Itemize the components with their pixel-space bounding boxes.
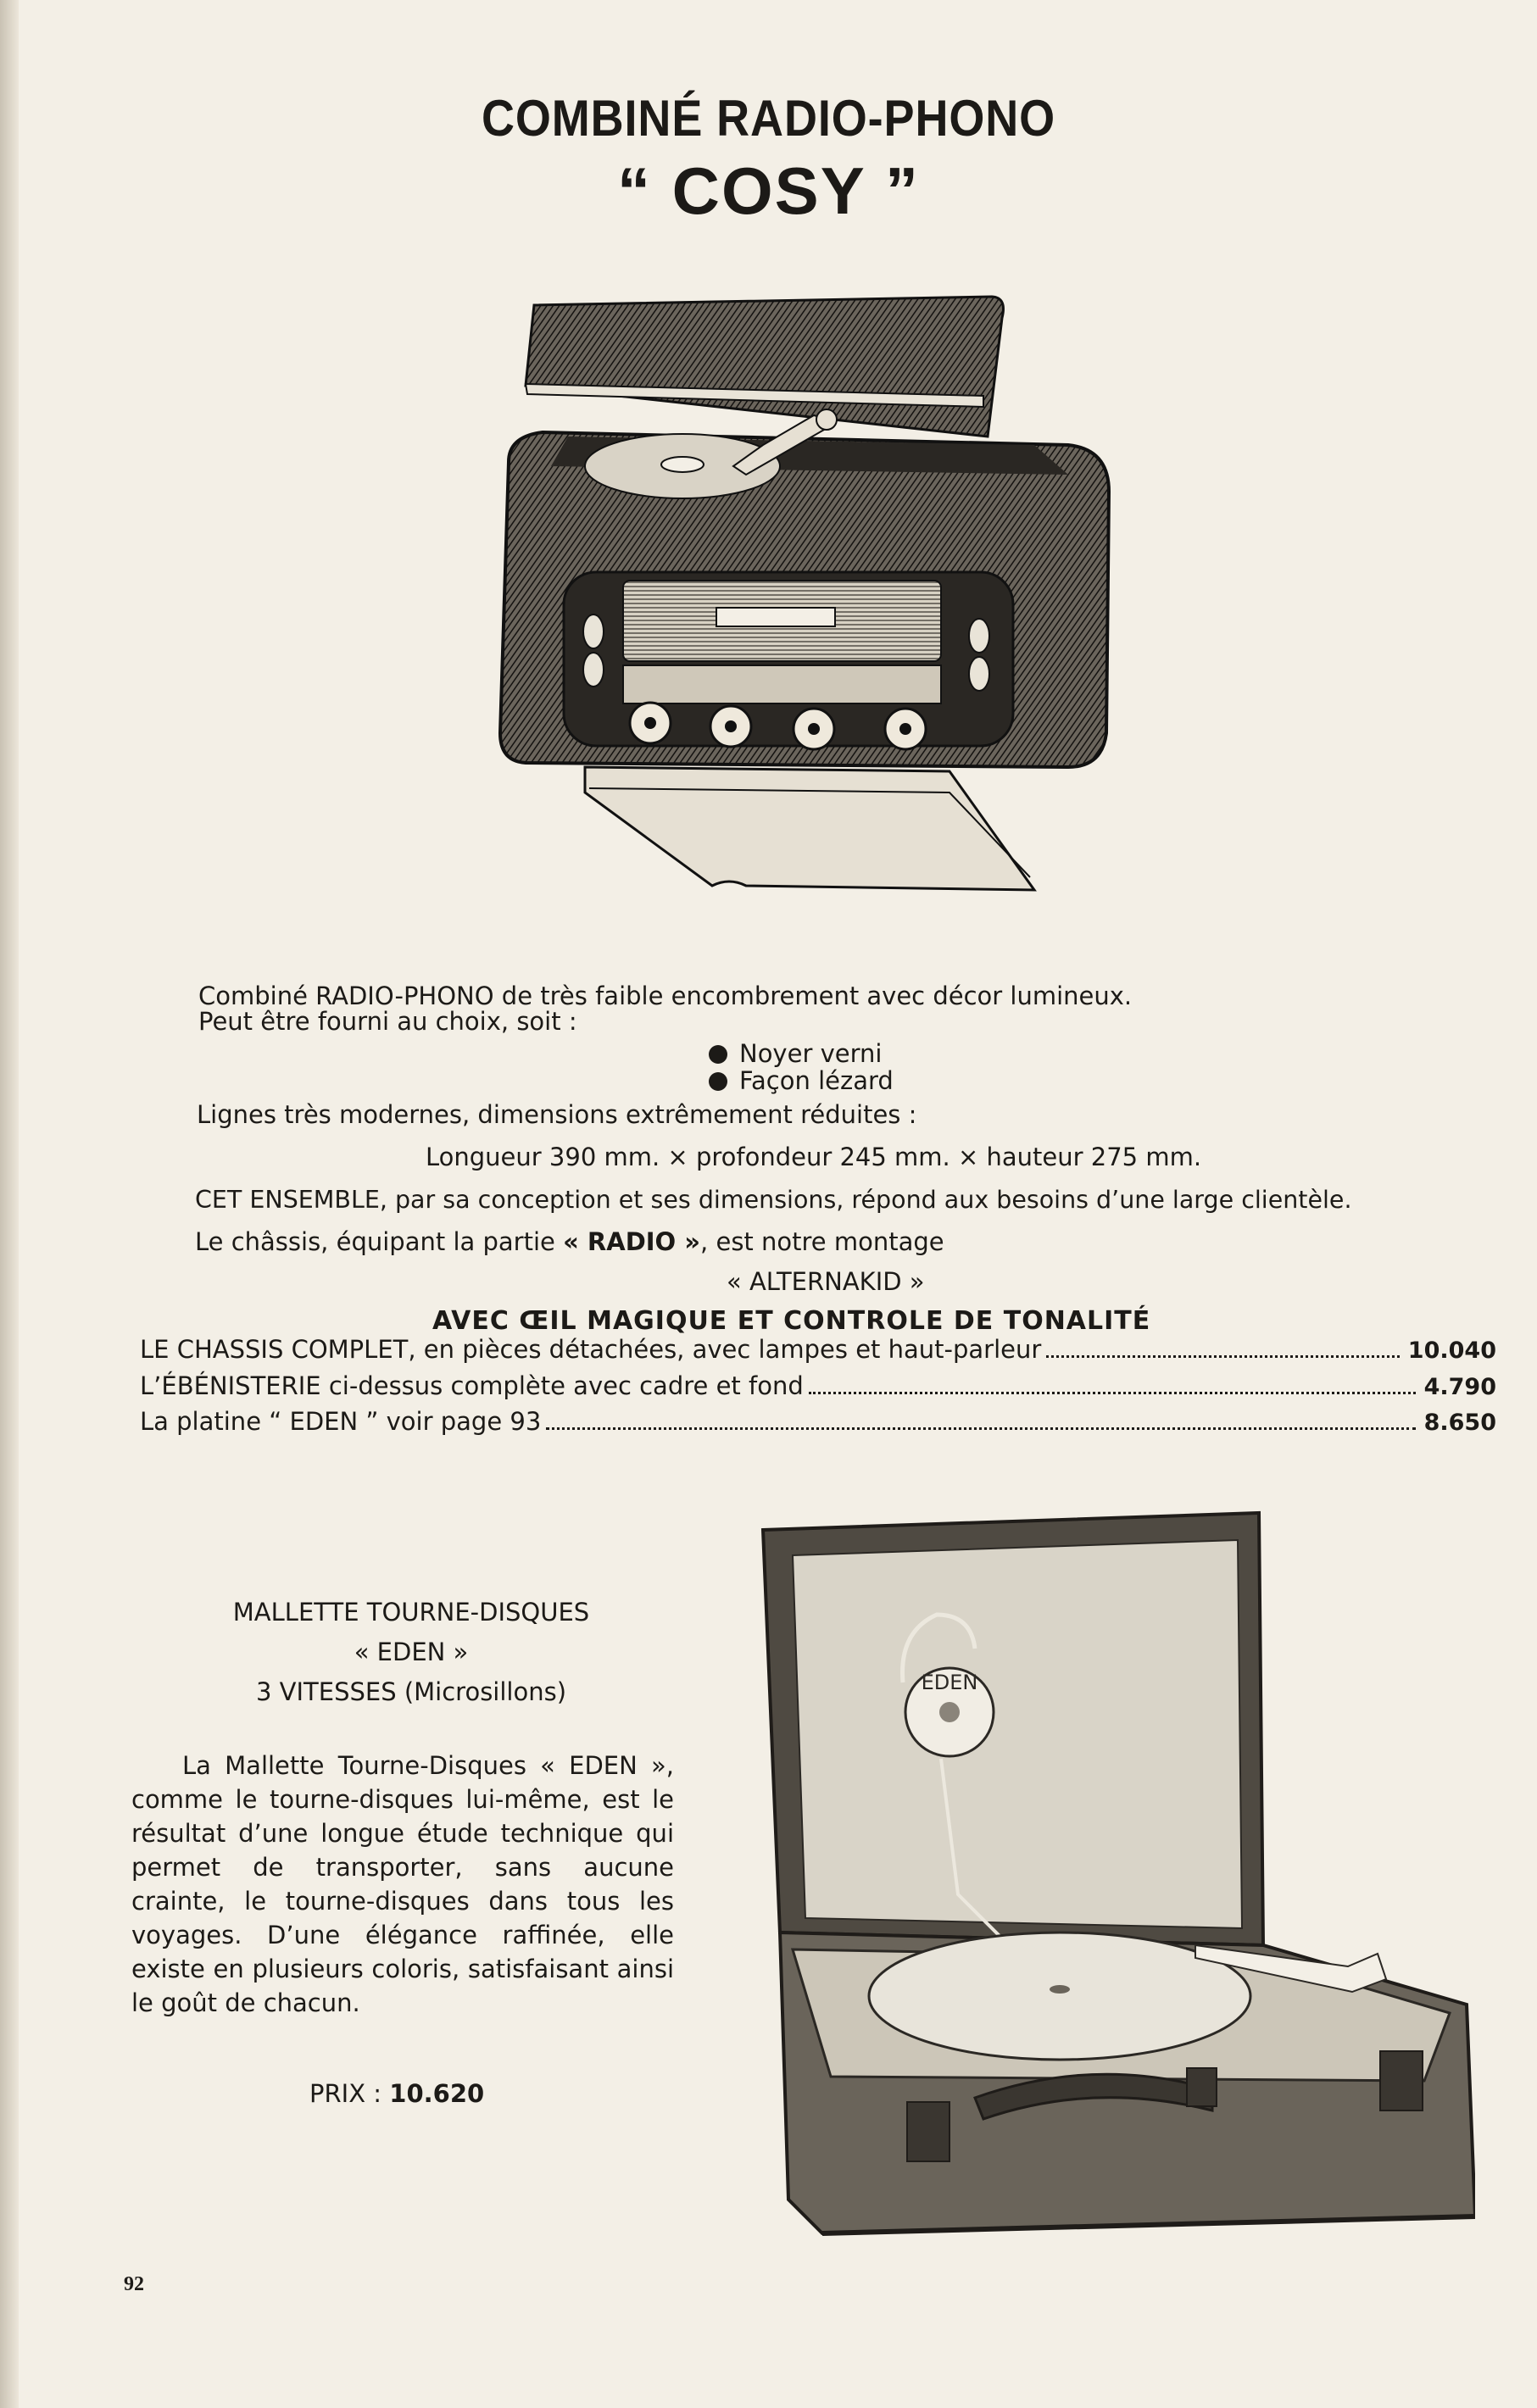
eden-speeds: 3 VITESSES (Microsillons) xyxy=(255,1677,567,1706)
bullet-icon xyxy=(709,1045,727,1064)
dot-leader xyxy=(809,1392,1416,1394)
eden-price-label: PRIX : xyxy=(309,2079,382,2108)
price-label: L’ÉBÉNISTERIE ci-dessus complète avec cadre et fond xyxy=(140,1371,804,1400)
option-item xyxy=(709,1068,894,1095)
bullet-icon xyxy=(709,1072,727,1091)
chassis-text-post: , est notre montage xyxy=(700,1227,944,1256)
eden-logo-text: EDEN xyxy=(921,1671,978,1694)
dot-leader xyxy=(1046,1355,1399,1358)
montage-name: « ALTERNAKID » xyxy=(727,1267,925,1296)
radio-phono-illustration xyxy=(475,292,1195,911)
dot-leader xyxy=(546,1427,1415,1430)
option-item xyxy=(709,1041,882,1068)
cosy-intro-line1: Combiné RADIO-PHONO de très faible encombrement avec décor lumineux. xyxy=(198,982,1133,1010)
eden-price-value: 10.620 xyxy=(389,2079,485,2108)
price-row xyxy=(140,1371,1496,1400)
lines-modern: Lignes très modernes, dimensions extrêmement réduites : xyxy=(197,1100,917,1129)
option-label: Façon lézard xyxy=(739,1066,894,1095)
eden-name: « EDEN » xyxy=(354,1638,469,1666)
price-row xyxy=(140,1335,1496,1364)
price-label: La platine “ EDEN ” voir page 93 xyxy=(140,1407,542,1436)
price-label: LE CHASSIS COMPLET, en pièces détachées, avec lampes et haut-parleur xyxy=(140,1335,1042,1364)
feature-heading: AVEC ŒIL MAGIQUE ET CONTROLE DE TONALITÉ xyxy=(432,1306,1151,1336)
price-value: 10.040 xyxy=(1407,1337,1496,1364)
chassis-text-pre: Le châssis, équipant la partie xyxy=(195,1227,564,1256)
page-number: 92 xyxy=(124,2273,144,2295)
cosy-intro-line2: Peut être fourni au choix, soit : xyxy=(198,1007,577,1036)
price-value: 4.790 xyxy=(1423,1374,1496,1400)
eden-description: La Mallette Tourne-Disques « EDEN », comme le tourne-disques lui-même, est le résultat d’une longue étude technique qui permet de transporter, sans aucune crainte, le tourne-disques dans tous les voyages. D’une élégance raffinée, elle existe en plusieurs coloris, satisfaisant ainsi le goût de chacun. xyxy=(131,1751,674,2017)
price-value: 8.650 xyxy=(1423,1410,1496,1436)
ensemble-text: CET ENSEMBLE, par sa conception et ses dimensions, répond aux besoins d’une large clientèle. xyxy=(195,1186,1352,1214)
chassis-radio: « RADIO » xyxy=(563,1227,701,1256)
dimensions: Longueur 390 mm. × profondeur 245 mm. × hauteur 275 mm. xyxy=(426,1143,1202,1171)
eden-case-photo xyxy=(755,1504,1475,2259)
eden-heading: MALLETTE TOURNE-DISQUES xyxy=(232,1598,590,1627)
option-label: Noyer verni xyxy=(739,1039,883,1068)
eden-price xyxy=(309,2081,484,2108)
product-name: “ COSY ” xyxy=(617,153,920,228)
chassis-text xyxy=(195,1229,944,1256)
page-title: COMBINÉ RADIO-PHONO xyxy=(481,90,1056,147)
price-row xyxy=(140,1407,1496,1436)
page-edge xyxy=(0,0,19,2408)
